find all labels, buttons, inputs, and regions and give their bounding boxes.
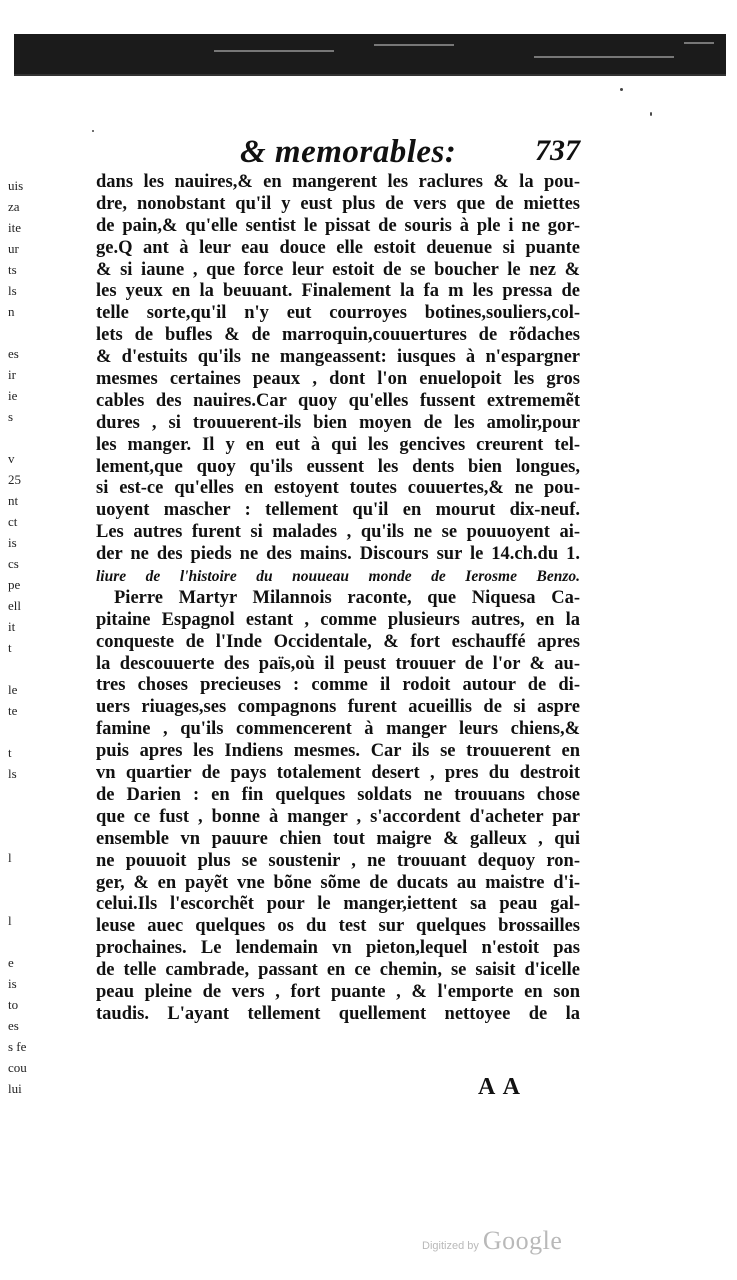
text-line: vn quartier de pays totalement desert , pres du destroit [96, 763, 580, 784]
text-line: les yeux en la beuuant. Finalement la fa m les pressa de [96, 281, 580, 302]
watermark-brand: Google [482, 1226, 563, 1255]
gutter-fragment [8, 322, 38, 343]
gutter-fragment: is [8, 976, 17, 991]
gutter-fragment: s [8, 409, 14, 424]
gutter-fragment: le [8, 682, 18, 697]
text-line: & d'estuits qu'ils ne mangeassent: iusques à n'espargner [96, 347, 580, 368]
gutter-fragment: l [8, 850, 12, 865]
text-line: lets de bufles & de marroquin,couuertures de rõdaches [96, 325, 580, 346]
running-title: & memorables: [240, 134, 457, 170]
text-line: dre, nonobstant qu'il y eust plus de vers que de miettes [96, 193, 580, 214]
google-watermark [422, 1226, 562, 1256]
gutter-fragment: te [8, 703, 18, 718]
gutter-fragment: uis [8, 178, 24, 193]
gutter-fragment: es [8, 1018, 19, 1033]
adjacent-page-fragments [8, 175, 38, 1099]
gutter-fragment: t [8, 640, 12, 655]
text-line: dures , si trouuerent-ils bien moyen de les amolir,pour [96, 412, 580, 433]
text-line: uoyent mascher : tellement qu'il en mourut dix-neuf. [96, 500, 580, 521]
gutter-fragment: t [8, 745, 12, 760]
gutter-fragment: pe [8, 577, 21, 592]
gutter-fragment: es [8, 346, 19, 361]
signature-mark: A A [478, 1074, 523, 1100]
text-line: si est-ce qu'elles en estoyent toutes couuertes,& ne pou- [96, 478, 580, 499]
gutter-fragment: v [8, 451, 15, 466]
text-line: ge.Q ant à leur eau douce elle estoit deuenue si puante [96, 237, 580, 258]
text-line: tres choses precieuses : comme il rodoit autour de di- [96, 675, 580, 696]
text-line: uers riuages,ses compagnons furent acueillis de si aspre [96, 697, 580, 718]
text-line: cables des nauires.Car quoy qu'elles fussent extrememẽt [96, 390, 580, 411]
gutter-fragment [8, 868, 38, 889]
text-line: de pain,& qu'elle sentist le pissat de souris à ple i ne gor- [96, 215, 580, 236]
gutter-fragment: cs [8, 556, 19, 571]
gutter-fragment [8, 784, 38, 805]
text-line: mesmes certaines peaux , dont l'on enuelopoit les gros [96, 369, 580, 390]
text-line: puis apres les Indiens mesmes. Car ils se trouuerent en [96, 741, 580, 762]
ink-speck [92, 130, 94, 132]
text-line: telle sorte,qu'il n'y eut courroyes botines,souliers,col- [96, 303, 580, 324]
gutter-fragment: ts [8, 262, 17, 277]
gutter-fragment: ell [8, 598, 21, 613]
text-line: leuse auec quelques os du test sur quelques brossailles [96, 916, 580, 937]
text-line: celui.Ils l'escorchẽt pour le manger,iettent sa peau gal- [96, 894, 580, 915]
gutter-fragment: ie [8, 388, 18, 403]
text-line: der ne des pieds ne des mains. Discours sur le 14.ch.du 1. [96, 544, 580, 565]
text-line: ne pouuoit plus se soustenir , ne trouuant dequoy ron- [96, 850, 580, 871]
text-line: famine , qu'ils commencerent à manger leurs chiens,& [96, 719, 580, 740]
gutter-fragment: 25 [8, 472, 21, 487]
gutter-fragment: is [8, 535, 17, 550]
page-number: 737 [535, 134, 580, 167]
text-line: ger, & en payẽt vne bõne sõme de ducats au maistre d'i- [96, 872, 580, 893]
text-line: les manger. Il y en eut à qui les gencives creurent tel- [96, 434, 580, 455]
gutter-fragment [8, 805, 38, 826]
gutter-fragment: s fe [8, 1039, 27, 1054]
gutter-fragment: it [8, 619, 16, 634]
text-line: de telle cambrade, passant en ce chemin, se saisit d'icelle [96, 960, 580, 981]
gutter-fragment: e [8, 955, 14, 970]
text-line: la descouuerte des païs,où il peust trouuer de l'or & au- [96, 653, 580, 674]
gutter-fragment: ct [8, 514, 18, 529]
text-line: dans les nauires,& en mangerent les raclures & la pou- [96, 172, 580, 192]
text-line: & si iaune , que force leur estoit de se boucher le nez & [96, 259, 580, 280]
gutter-fragment: ite [8, 220, 21, 235]
gutter-fragment: cou [8, 1060, 27, 1075]
gutter-fragment [8, 427, 38, 448]
page-header [240, 134, 580, 174]
gutter-fragment [8, 931, 38, 952]
gutter-fragment: lui [8, 1081, 22, 1096]
gutter-fragment: ls [8, 766, 17, 781]
text-line: ensemble vn pauure chien tout maigre & galleux , qui [96, 828, 580, 849]
text-line: de Darien : en fin quelques soldats ne trouuans chose [96, 784, 580, 805]
gutter-fragment: l [8, 913, 12, 928]
ink-speck [650, 112, 652, 116]
citation-line: liure de l'histoire du nouueau monde de Ierosme Benzo. [96, 568, 580, 586]
gutter-fragment: ur [8, 241, 19, 256]
text-line: lement,que quoy qu'ils eussent les dents bien longues, [96, 456, 580, 477]
gutter-fragment [8, 826, 38, 847]
gutter-fragment [8, 889, 38, 910]
text-line: prochaines. Le lendemain vn pieton,lequel n'estoit pas [96, 938, 580, 959]
body-text [96, 172, 580, 1026]
gutter-fragment: ls [8, 283, 17, 298]
text-line: que ce fust , bonne à manger , s'accordent d'acheter par [96, 806, 580, 827]
text-line: pitaine Espagnol estant , comme plusieurs autres, en la [96, 609, 580, 630]
ink-speck [620, 88, 623, 91]
gutter-fragment: n [8, 304, 15, 319]
gutter-fragment: ir [8, 367, 16, 382]
text-line: taudis. L'ayant tellement quellement nettoyee de la [96, 1003, 580, 1024]
gutter-fragment: za [8, 199, 20, 214]
text-line: conqueste de l'Inde Occidentale, & fort eschauffé apres [96, 631, 580, 652]
text-line: peau pleine de vers , fort puante , & l'emporte en son [96, 981, 580, 1002]
text-line: Les autres furent si malades , qu'ils ne se pouuoyent ai- [96, 522, 580, 543]
gutter-fragment [8, 721, 38, 742]
paragraph-start-line: Pierre Martyr Milannois raconte, que Niquesa Ca- [114, 587, 580, 608]
scan-border-band [14, 34, 726, 74]
watermark-prefix: Digitized by [422, 1240, 479, 1252]
gutter-fragment [8, 658, 38, 679]
gutter-fragment: to [8, 997, 19, 1012]
gutter-fragment: nt [8, 493, 19, 508]
